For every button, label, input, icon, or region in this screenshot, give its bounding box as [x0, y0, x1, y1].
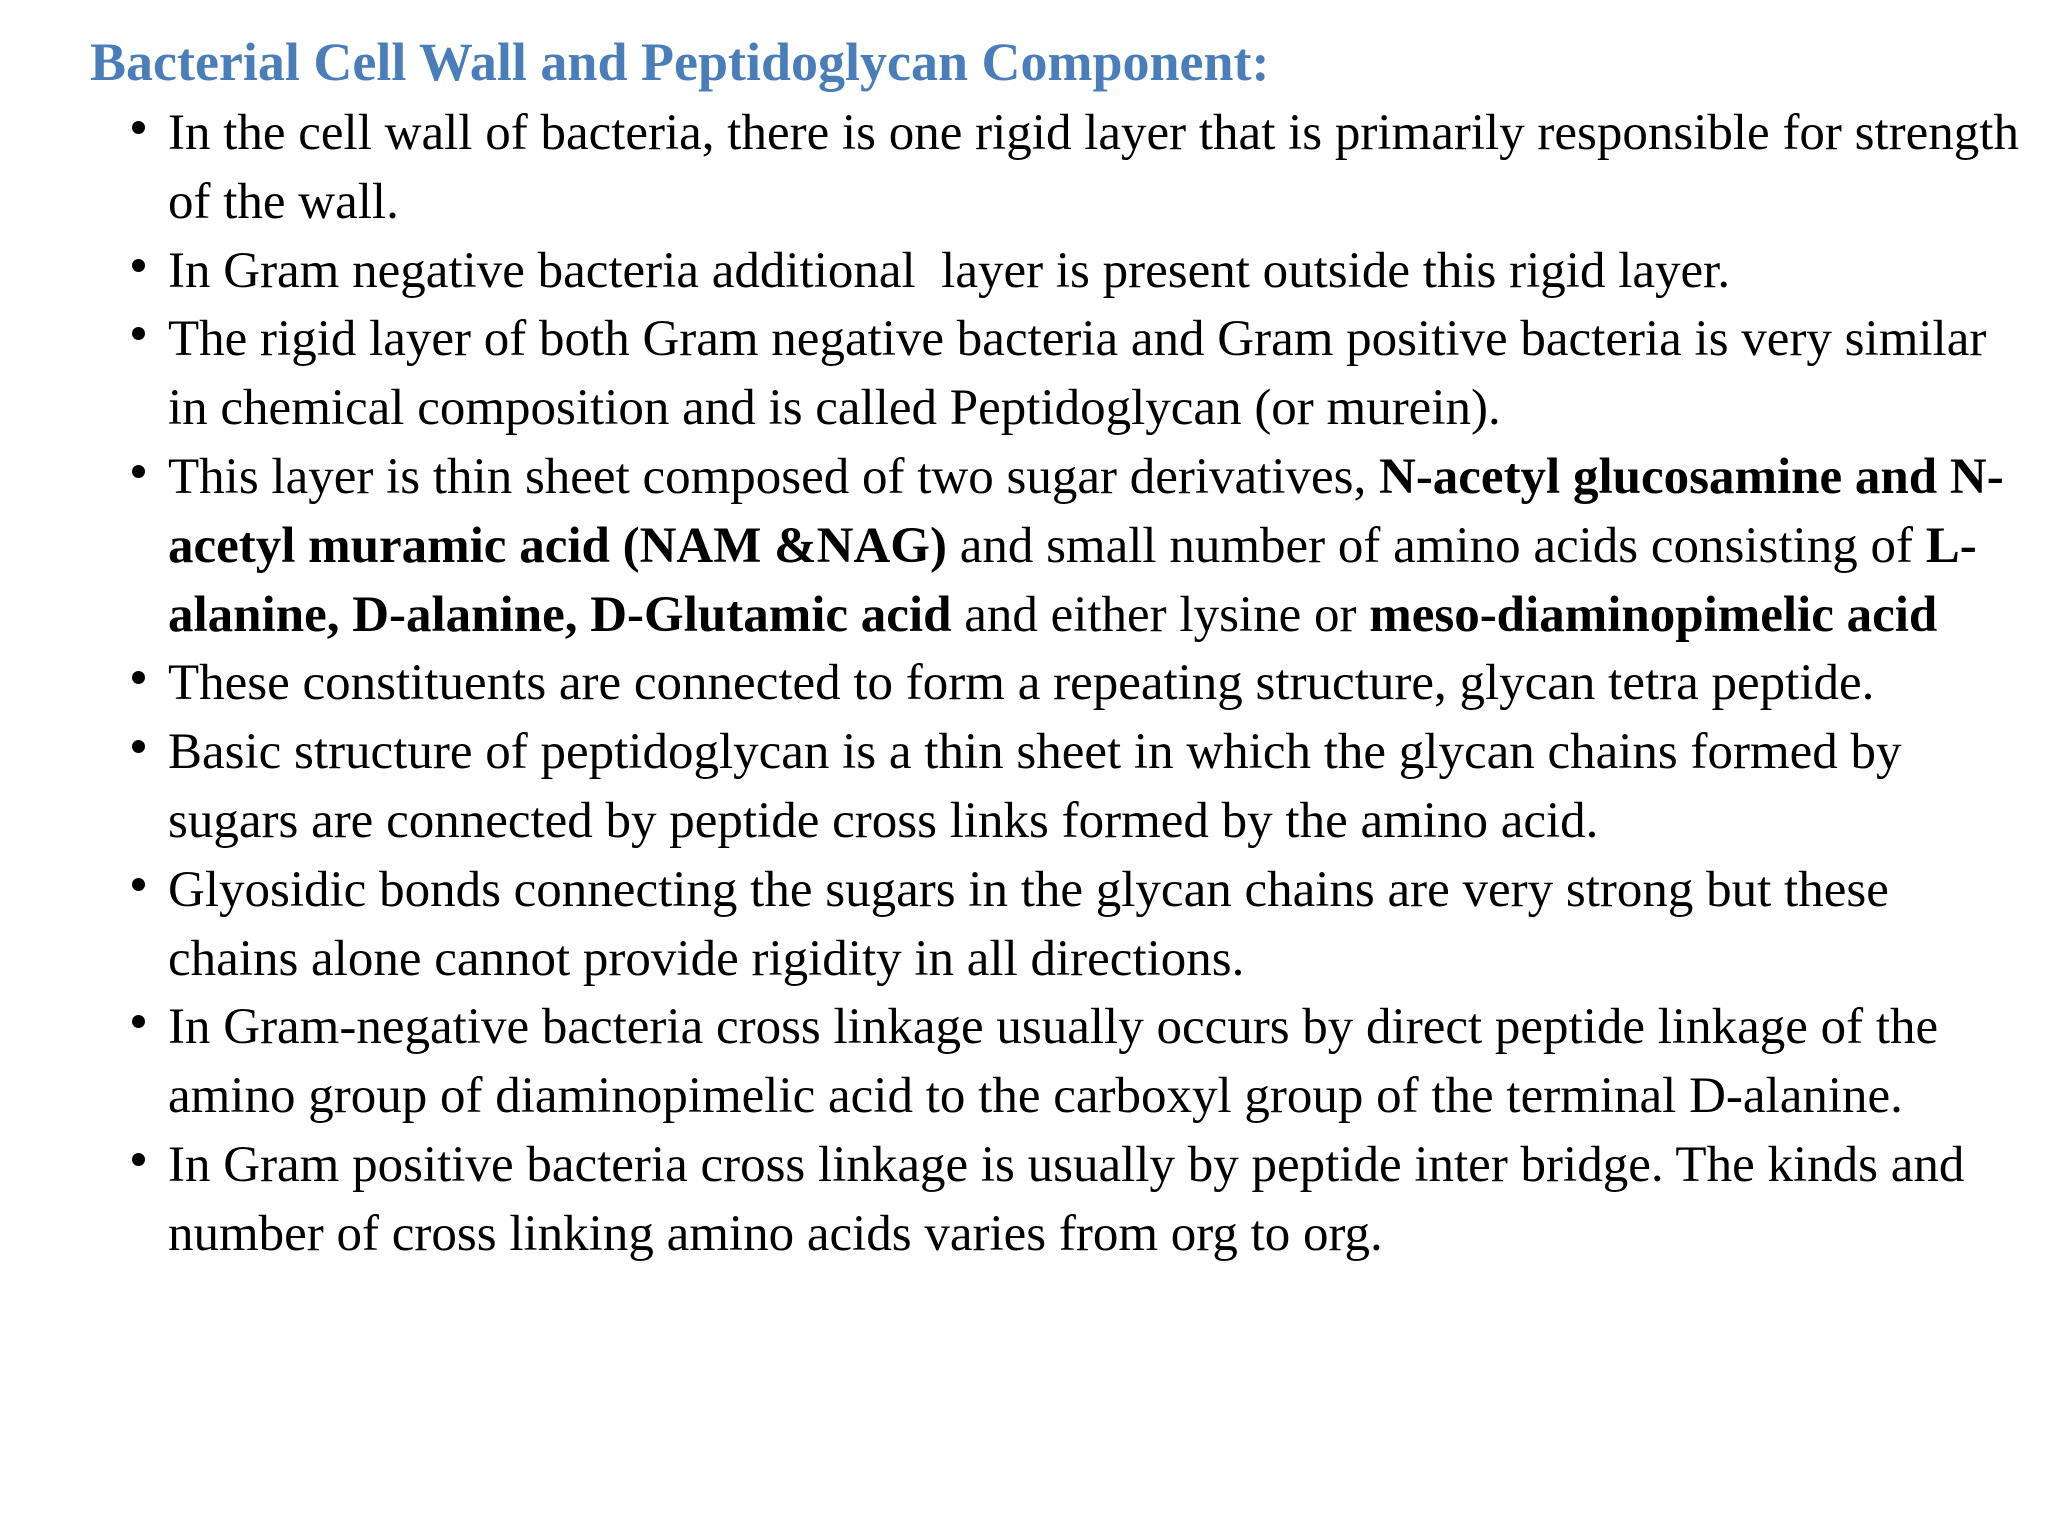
bullet-text: In Gram positive bacteria cross linkage is usually by peptide inter bridge. The kinds and number of cross linking amino acids varies from org to org.: [168, 1136, 1965, 1262]
bullet-item: [124, 237, 2024, 306]
bullet-dot-icon: [132, 878, 145, 891]
bullet-item: [124, 856, 2024, 994]
bullet-text: In Gram-negative bacteria cross linkage usually occurs by direct peptide linkage of the amino group of diaminopimelic acid to the carboxyl group of the terminal D-alanine.: [168, 999, 1939, 1125]
bullet-dot-icon: [132, 740, 145, 753]
bullet-text: Basic structure of peptidoglycan is a thin sheet in which the glycan chains formed by sugars are connected by peptide cross links formed by the amino acid.: [168, 724, 1902, 849]
bullet-dot-icon: [132, 1015, 145, 1028]
bullet-item: [124, 305, 2024, 443]
bullet-text: In the cell wall of bacteria, there is one rigid layer that is primarily responsible for strength of the wall.: [168, 105, 2019, 230]
bullet-item: [124, 443, 2024, 649]
bullet-text: Glyosidic bonds connecting the sugars in the glycan chains are very strong but these chains alone cannot provide rigidity in all directions.: [168, 861, 1889, 987]
slide-title: Bacterial Cell Wall and Peptidoglycan Component:: [90, 32, 1270, 92]
bold-term-sugars: N-acetyl glucosamine and N-acetyl muramic acid (NAM &NAG): [168, 448, 2004, 574]
bullet-dot-icon: [132, 1153, 145, 1166]
bullet-dot-icon: [132, 327, 145, 340]
bullet-item: [124, 718, 2024, 856]
bullet-item: [124, 99, 2024, 237]
bullet-dot-icon: [132, 671, 145, 684]
bullet-item: [124, 1131, 2024, 1269]
bullet-dot-icon: [132, 259, 145, 272]
bullet-text: The rigid layer of both Gram negative bacteria and Gram positive bacteria is very similar in chemical composition and is called Peptidoglycan (or murein).: [168, 311, 1987, 437]
bullet-text: and either lysine or: [951, 586, 1370, 643]
bullet-item: [124, 993, 2024, 1131]
bold-term-dap: meso-diaminopimelic acid: [1369, 586, 1938, 643]
bullet-text: and small number of amino acids consisting of: [946, 517, 1926, 574]
bullet-dot-icon: [132, 465, 145, 478]
bold-term-amino-acids: L-alanine, D-alanine, D-Glutamic acid: [168, 517, 1977, 643]
bullet-text: This layer is thin sheet composed of two sugar derivatives,: [168, 448, 1379, 505]
bullet-dot-icon: [132, 121, 145, 134]
bullet-list: [124, 99, 2024, 1269]
bullet-item: [124, 649, 2024, 718]
bullet-text: These constituents are connected to form a repeating structure, glycan tetra peptide.: [168, 655, 1875, 712]
bullet-text: In Gram negative bacteria additional layer is present outside this rigid layer.: [168, 242, 1731, 299]
